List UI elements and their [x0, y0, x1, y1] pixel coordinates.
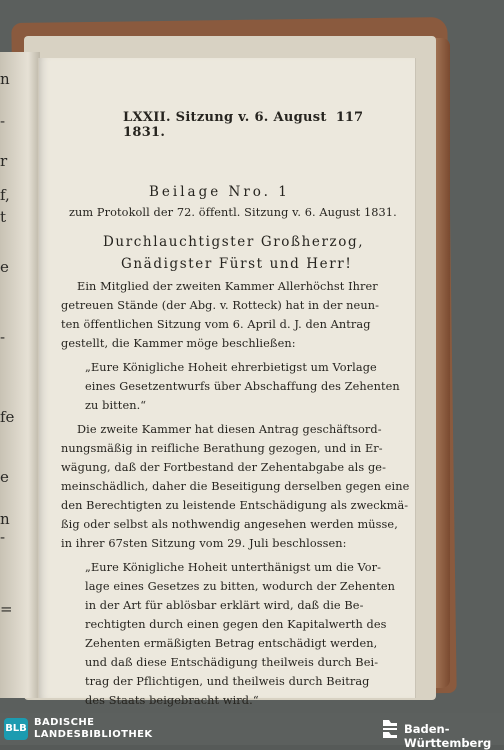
salutation-line: Durchlauchtigster Großherzog, — [103, 234, 365, 250]
running-header-title: LXXII. Sitzung v. 6. August 1831. — [123, 110, 327, 140]
body-text-line: wägung, daß der Fortbestand der Zehentabgabe als ge- — [61, 461, 386, 474]
library-name[interactable] — [34, 717, 153, 741]
left-fragment: e — [0, 258, 9, 276]
quotation-line: „Eure Königliche Hoheit ehrerbietigst um Vorlage — [85, 361, 377, 374]
lions-crest-icon — [381, 717, 399, 741]
appendix-heading: Beilage Nro. 1 — [149, 184, 290, 200]
quotation-line: eines Gesetzentwurfs über Abschaffung des Zehenten — [85, 380, 400, 393]
quotation-line: zu bitten.“ — [85, 399, 147, 412]
quotation-line: in der Art für ablösbar erklärt wird, daß die Be- — [85, 599, 364, 612]
body-text-line: ten öffentlichen Sitzung vom 6. April d. J. den Antrag — [61, 318, 371, 331]
body-text-line: in ihrer 67sten Sitzung vom 29. Juli beschlossen: — [61, 537, 347, 550]
left-fragment: n — [0, 70, 10, 88]
left-fragment: n — [0, 510, 10, 528]
left-fragment: = — [0, 600, 13, 618]
appendix-subheading: zum Protokoll der 72. öffentl. Sitzung v. 6. August 1831. — [69, 206, 397, 219]
region-name[interactable]: Baden-Württemberg — [404, 722, 492, 750]
book-page — [38, 58, 416, 707]
left-fragment: - — [0, 112, 6, 130]
left-fragment: - — [0, 528, 6, 546]
library-name-line1: BADISCHE — [34, 717, 95, 728]
quotation-line: Zehenten ermäßigten Betrag entschädigt werden, — [85, 637, 378, 650]
left-fragment: r — [0, 152, 8, 170]
viewer-footer — [0, 713, 504, 750]
body-text-line: getreuen Stände (der Abg. v. Rotteck) hat in der neun- — [61, 299, 380, 312]
left-fragment: t — [0, 208, 7, 226]
body-text-line: den Berechtigten zu leistende Entschädigung als zweckmä- — [61, 499, 409, 512]
blb-logo[interactable]: BLB — [4, 718, 28, 740]
page-number: 117 — [335, 110, 363, 125]
quotation-line: lage eines Gesetzes zu bitten, wodurch der Zehenten — [85, 580, 395, 593]
body-text-line: nungsmäßig in reifliche Berathung gezogen, und in Er- — [61, 442, 383, 455]
salutation-line: Gnädigster Fürst und Herr! — [121, 256, 353, 272]
quotation-line: des Staats beigebracht wird.“ — [85, 694, 259, 707]
quotation-line: und daß diese Entschädigung theilweis durch Bei- — [85, 656, 379, 669]
left-fragment: f, — [0, 186, 10, 204]
body-text-line: gestellt, die Kammer möge beschließen: — [61, 337, 296, 350]
library-name-line2: LANDESBIBLIOTHEK — [34, 729, 153, 740]
quotation-line: „Eure Königliche Hoheit unterthänigst um die Vor- — [85, 561, 382, 574]
body-text-line: ßig oder selbst als nothwendig angesehen werden müsse, — [61, 518, 398, 531]
body-text-line: Ein Mitglied der zweiten Kammer Allerhöchst Ihrer — [77, 280, 378, 293]
body-text-line: meinschädlich, daher die Beseitigung derselben gegen eine — [61, 480, 410, 493]
left-page-fragment — [0, 52, 40, 698]
left-fragment: fe — [0, 408, 15, 426]
left-fragment: e — [0, 468, 9, 486]
running-header — [123, 110, 363, 140]
body-text-line: Die zweite Kammer hat diesen Antrag geschäftsord- — [77, 423, 382, 436]
quotation-line: trag der Pflichtigen, und theilweis durch Beitrag — [85, 675, 370, 688]
left-fragment: - — [0, 328, 6, 346]
quotation-line: rechtigten durch einen gegen den Kapitalwerth des — [85, 618, 387, 631]
